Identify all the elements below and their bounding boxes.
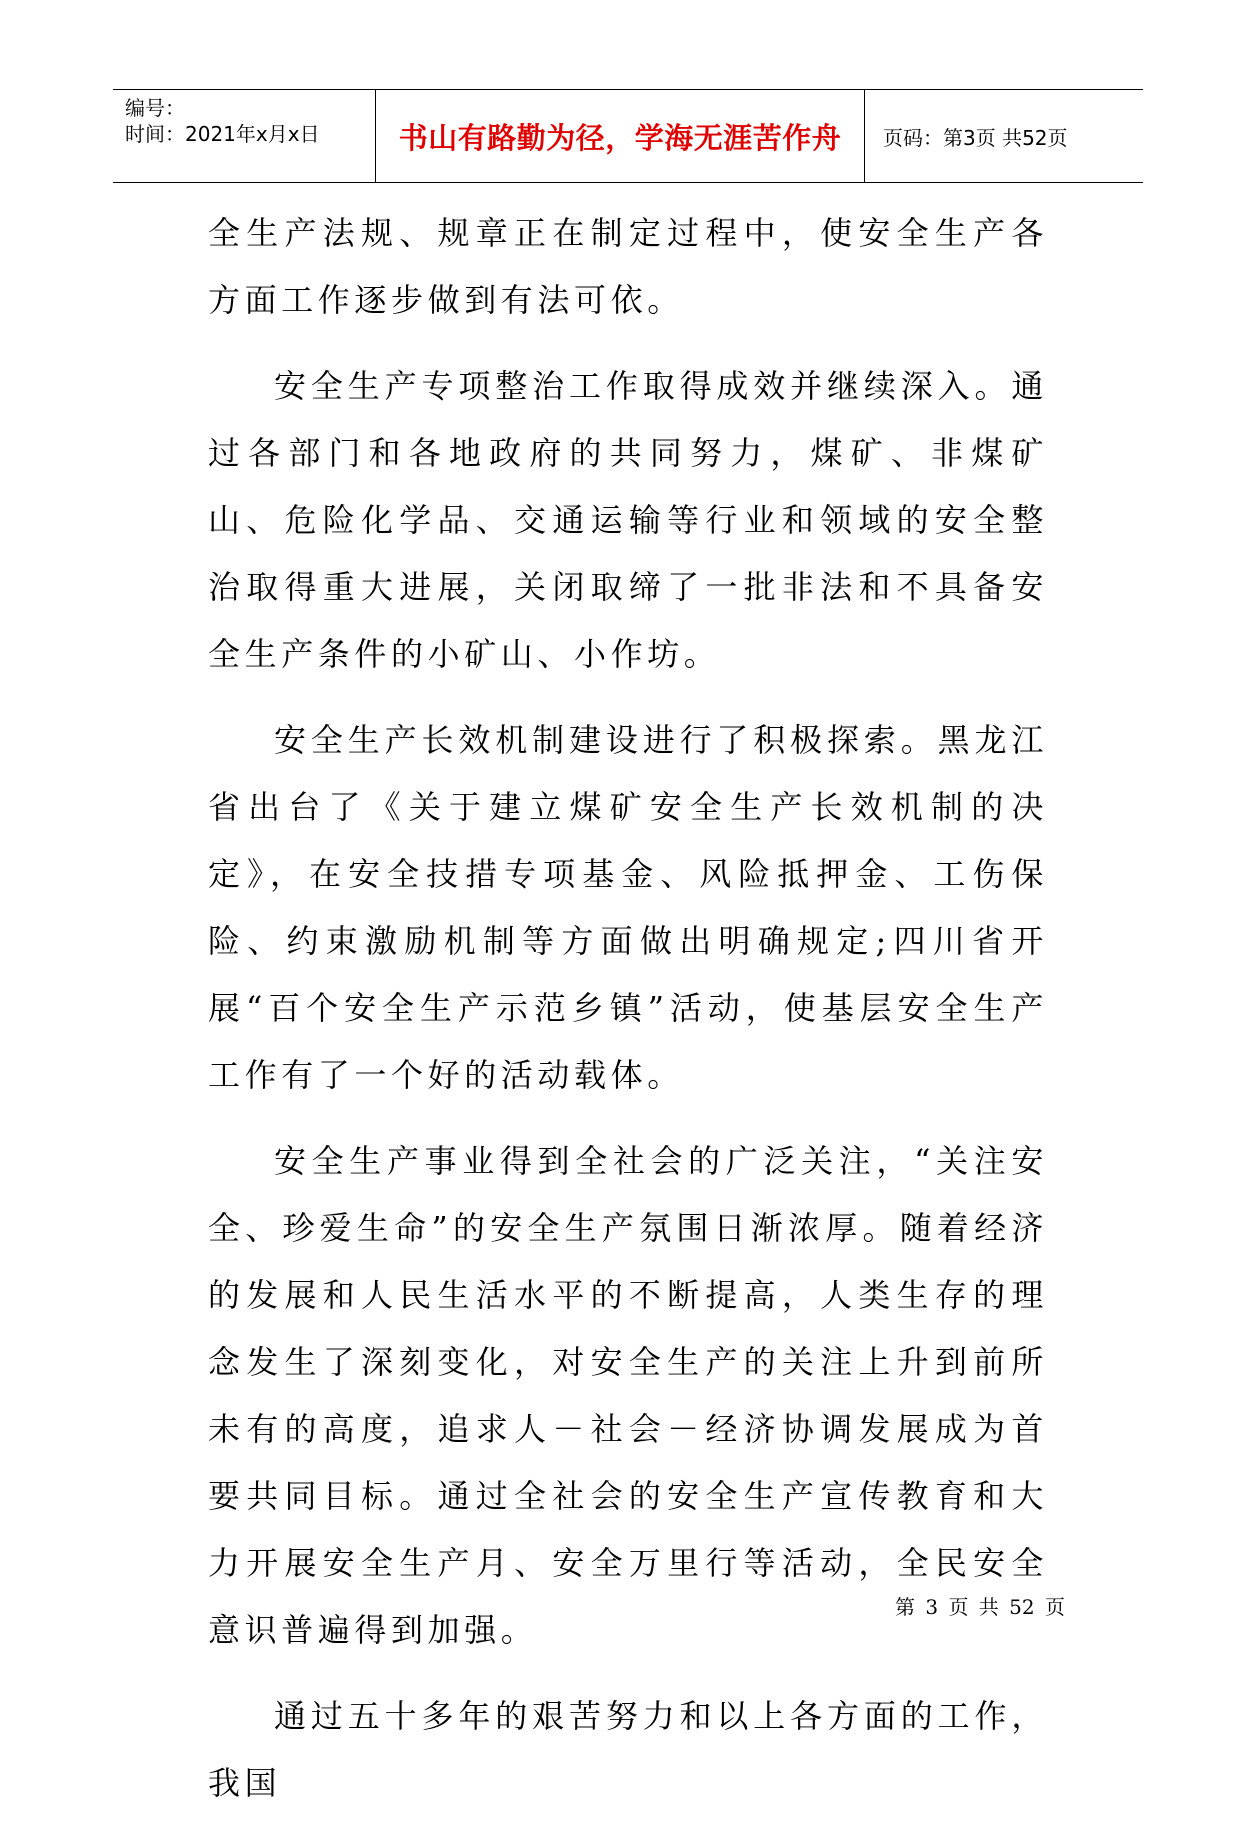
page-header [113, 89, 1143, 183]
paragraph: 通过五十多年的艰苦努力和以上各方面的工作，我国 [208, 1697, 1048, 1802]
page-footer: 第 3 页 共 52 页 [895, 1595, 1065, 1619]
paragraph: 安全生产专项整治工作取得成效并继续深入。通过各部门和各地政府的共同努力，煤矿、非煤矿山、危险化学品、交通运输等行业和领域的安全整治取得重大进展，关闭取缔了一批非法和不具备安全生产条件的小矿山、小作坊。 [208, 367, 1048, 673]
header-page-code: 页码：第3页 共52页 [883, 125, 1068, 150]
paragraph: 全生产法规、规章正在制定过程中，使安全生产各方面工作逐步做到有法可依。 [208, 214, 1048, 319]
number-label: 编号： [125, 96, 185, 120]
header-meta [113, 90, 375, 182]
header-motto: 书山有路勤为径，学海无涯苦作舟 [375, 90, 865, 182]
date-label: 时间：2021年x月x日 [125, 122, 320, 146]
paragraph: 安全生产长效机制建设进行了积极探索。黑龙江省出台了《关于建立煤矿安全生产长效机制的决定》，在安全技措专项基金、风险抵押金、工伤保险、约束激励机制等方面做出明确规定;四川省开展“百个安全生产示范乡镇”活动，使基层安全生产工作有了一个好的活动载体。 [208, 721, 1048, 1094]
paragraph: 安全生产事业得到全社会的广泛关注，“关注安全、珍爱生命”的安全生产氛围日渐浓厚。随着经济的发展和人民生活水平的不断提高，人类生存的理念发生了深刻变化，对安全生产的关注上升到前所未有的高度，追求人－社会－经济协调发展成为首要共同目标。通过全社会的安全生产宣传教育和大力开展安全生产月、安全万里行等活动，全民安全意识普遍得到加强。 [208, 1142, 1048, 1649]
